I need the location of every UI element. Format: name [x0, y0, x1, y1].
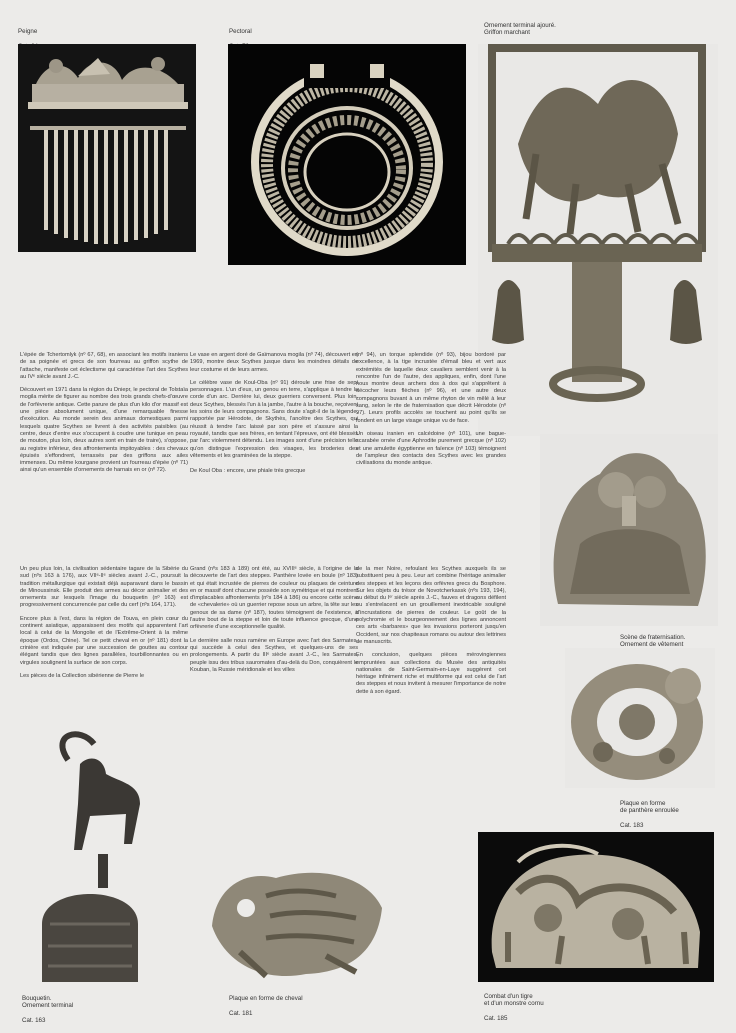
text-column-2-bottom: [190, 566, 358, 680]
caption-panther: [620, 792, 679, 838]
fraternisation-photo: [540, 434, 718, 626]
text-column-1-top: [20, 352, 188, 481]
paragraph: De Koul Oba : encore, une phiale très grecque: [190, 468, 306, 475]
ibex-photo: [20, 724, 160, 986]
paragraph: Le célèbre vase de Koul-Oba (nº 91) déroule une frise de sept personnages. L'un d'eux, un genou en terre, s'applique à tendre la corde d'un arc. Derrière lui, deux guerriers conversent. Plus loin, deux Scythes, blessés l'un à la jambe, l'autre à la bouche, reçoivent les soins de leurs compagnons. Sans doute s'agit-il de la légende, rapportée par Hérodote, de Skythès, l'ancêtre des Scythes, qui réussit à tendre l'arc laissé par son père et s'assure ainsi la royauté, tandis que ses frères, en tentant l'épreuve, ont été blessés par l'arc violemment détendu. Les images sont d'une précision telle qu'on distingue l'expression des visages, les broderies des vêtements et les graminées de la steppe.: [190, 379, 358, 459]
caption-pectoral-title: Pectoral: [229, 27, 252, 35]
griffin-photo: [478, 44, 718, 436]
paragraph: Le vase en argent doré de Gaïmanova mogila (nº 74), découvert en 1969, montre deux Scythes jusque dans les moindres détails de leur costume et de leurs armes.: [190, 352, 358, 373]
paragraph: Le dernière salle nous ramène en Europe avec l'art des Sarmates, qui succède à celui des Scythes, et quelques-uns de ses prolongements. A partir du IIIᵉ siècle avant J.-C., les Sarmates, peuple issu des tribus sauromates d'au-delà du Don, conquièrent le Kouban, la Russie méridionale et les villes: [190, 637, 358, 673]
text-column-2-top: [190, 352, 358, 481]
paragraph: En conclusion, quelques pièces mérovingiennes empruntées aux collections du Musée des antiquités nationales de Saint-Germain-en-Laye suggèrent cet héritage infiniment riche et multiforme qui est celui de l'art des steppes et nous invitent à mesurer l'importance de notre dette à son égard.: [356, 652, 506, 695]
paragraph: L'épée de Tchertomlyk (nº 67, 68), en associant les motifs iraniens de sa poignée et grecs de son fourreau au griffon scythe de l'attache, manifeste cet éclectisme qui caractérise l'art des Scythes au IVᵉ siècle avant J.-C.: [20, 352, 188, 380]
caption-ibex-title: Bouquetin. Ornement terminal: [22, 994, 74, 1010]
paragraph: Encore plus à l'est, dans la région de Touva, en plein cœur du continent asiatique, apparaissent des motifs qui apparentent l'art local à celui de la Mongolie et de l'Extrême-Orient à la même époque (Ordos, Chine). Tel ce petit cheval en or (nº 181) dont la crinière est indiquée par une succession de gouttes au contour élégant tandis que des lignes parallèles, tourbillonnantes ou en virgules soulignent la surface de son corps.: [20, 615, 188, 666]
tiger-photo: [478, 832, 714, 982]
paragraph: (nº 94), un torque splendide (nº 93), bijou bordoré par excellence, à la tige incrustée d'émail bleu et vert aux extrémités de laquelle deux cavaliers semblent venir à la rencontre l'un de l'autre, des appliques, enfin, dont l'une nous montre deux archers dos à dos qui s'apprêtent à décocher leurs flèches (nº 96), et une autre deux compagnons buvant à un même rhyton de vin mêlé à leur sang, selon le rite de fraternisation que décrit Hérodote (nº 97). Leurs profils accolés se touchent au point qu'ils se fondent en un large visage unique vu de face.: [356, 352, 506, 424]
text-column-1-bottom: [20, 566, 188, 686]
caption-tiger-cat: Cat. 185: [484, 1015, 508, 1023]
pectoral-photo: [228, 44, 466, 265]
caption-ibex: [22, 987, 73, 1033]
caption-panther-title: Plaque en forme de panthère enroulée: [620, 799, 679, 815]
paragraph: Découvert en 1971 dans la région du Dniepr, le pectoral de Tolstaïa mogila mérite de figurer au nombre des trois grands chefs-d'œuvre de l'orfèvrerie antique. Cette parure de plus d'un kilo d'or massif est une pièce absolument unique, d'une remarquable finesse d'exécution. Au monde serein des animaux domestiques parmi lesquels quatre Scythes se livrent à des activités paisibles (au centre, deux d'entre eux s'occupent à coudre une tunique en peau de mouton, plus loin, deux autres sont en train de traire), s'oppose, au registre inférieur, des affrontements impitoyables : des chevaux épuisés s'effondrent, terrassés par des griffons aux ailes immenses. Du même kourgane provient un fourreau d'épée (nº 71) ainsi qu'un ensemble d'ornements de harnais en or (nº 72).: [20, 387, 188, 474]
caption-comb-title: Peigne: [18, 27, 38, 35]
caption-fraternisation-title: Scène de fraternisation. Ornement de vêtement: [620, 633, 686, 649]
caption-tiger-title: Combat d'un tigre et d'un monstre cornu: [484, 992, 544, 1008]
caption-ibex-cat: Cat. 163: [22, 1017, 46, 1025]
paragraph: Un oiseau iranien en calcédoine (nº 101), une bague-scarabée ornée d'une Aphrodite purement grecque (nº 102) et une amulette égyptienne en faïence (nº 103) témoignent de l'ampleur des contacts des Scythes avec les grandes civilisations du monde antique.: [356, 430, 506, 467]
caption-griffin-title: Ornement terminal ajouré. Griffon marchant: [484, 21, 556, 37]
horse-photo: [206, 856, 386, 986]
caption-horse-cat: Cat. 181: [229, 1009, 253, 1017]
caption-panther-cat: Cat. 183: [620, 822, 644, 830]
paragraph: Un peu plus loin, la civilisation sédentaire tagare de la Sibérie du sud (nºs 163 à 176), aux VIIᵉ-IIᵉ siècles avant J.-C., poursuit la tradition métallurgique qui existait déjà auparavant dans le bassin de Minoussinsk. Elle produit des armes au décor animalier et des ornements sur lesquels l'image du bouquetin (nº 163) est progressivement concurrencée par celle du cerf (nºs 164, 171).: [20, 566, 188, 609]
caption-horse: [229, 987, 303, 1025]
text-column-3-bottom: [356, 566, 506, 702]
panther-photo: [565, 648, 715, 788]
comb-photo: [18, 44, 196, 252]
caption-horse-title: Plaque en forme de cheval: [229, 994, 303, 1002]
paragraph: de la mer Noire, refoulant les Scythes auxquels ils se substituent peu à peu. Leur art combine l'héritage animalier des steppes et les leçons des orfèvres grecs du Bosphore. Sur les objets du trésor de Novotcherkassk (nºs 193, 194), au début du Iᵉʳ siècle après J.-C., fauves et dragons défilent ou s'entrelacent en un grouillement inextricable souligné d'incrustations de pierres de couleur. Le goût de la polychromie et le bourgeonnement des lignes annoncent ces arts «barbares» que les invasions porteront jusqu'en Occident, sur nos chapiteaux romans ou autour des lettrines de manuscrits.: [356, 566, 506, 645]
paragraph: Grand (nºs 183 à 189) ont été, au XVIIIᵉ siècle, à l'origine de la découverte de l'art des steppes. Panthère lovée en boule (nº 183) et qui était incrustée de pierres de couleur ou plaques de ceinture en or massif dont chacune possède son symétrique et qui montrent d'implacables affrontements (nºs 184 à 186) ou encore cette scène de «chevalerie» où un guerrier repose sous un arbre, la tête sur les genoux de sa dame (nº 187), toutes témoignent de l'existence, à l'autre bout de la steppe et loin de toute influence grecque, d'une orfèvrerie d'une exceptionnelle qualité.: [190, 566, 358, 631]
paragraph: Les pièces de la Collection sibérienne de Pierre le: [20, 672, 145, 679]
text-column-3-top: [356, 352, 506, 473]
